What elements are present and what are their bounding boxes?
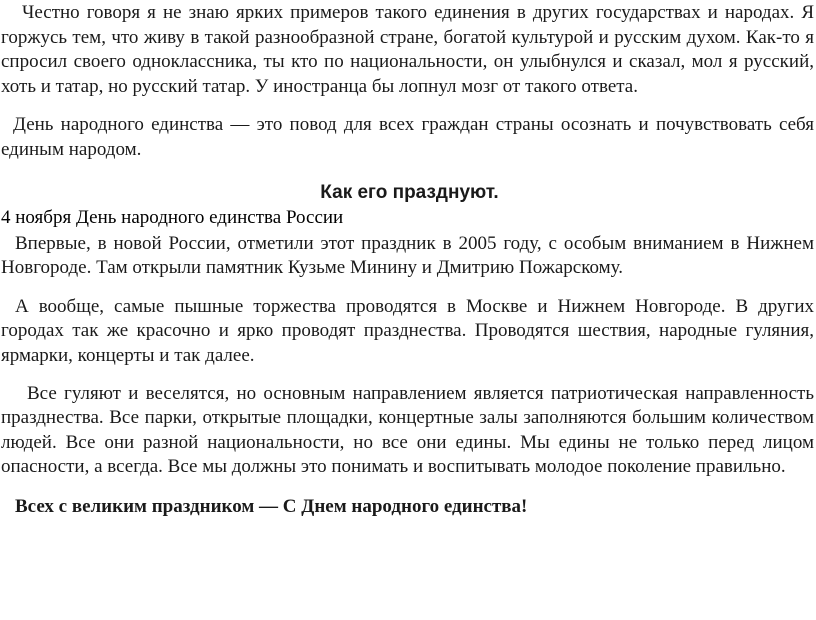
paragraph-patriotism: Все гуляют и веселятся, но основным направлением является патриотическая направленность празднества. Все парки, открытые площадки, концертные залы заполняются большим количеством людей. Все они разной национальности, но все они едины. Мы едины не только перед лицом опасности, а всегда. Все мы должны это понимать и воспитывать молодое поколение правильно. <box>1 382 814 478</box>
closing-greeting: Всех с великим праздником — С Днем народного единства! <box>15 495 528 517</box>
paragraph-first-celebration: Впервые, в новой России, отметили этот праздник в 2005 году, с особым вниманием в Нижнем Новгороде. Там открыли памятник Кузьме Минину и Дмитрию Пожарскому. <box>1 232 814 279</box>
section-heading: Как его празднуют. <box>320 181 499 203</box>
section-subheading: 4 ноября День народного единства России <box>1 206 344 228</box>
paragraph-unity-day: День народного единства — это повод для всех граждан страны осознать и почувствовать себя единым народом. <box>1 114 814 160</box>
paragraph-celebrations: А вообще, самые пышные торжества проводятся в Москве и Нижнем Новгороде. В других городах так же красочно и ярко проводят празднества. Проводятся шествия, народные гуляния, ярмарки, концерты и так далее. <box>1 295 814 366</box>
paragraph-intro: Честно говоря я не знаю ярких примеров такого единения в других государствах и народах. Я горжусь тем, что живу в такой разнообразной стране, богатой культурой и русским духом. Как-то я спросил своего одноклассника, ты кто по национальности, он улыбнулся и сказал, мол я русский, хоть и татар, но русский татар. У иностранца бы лопнул мозг от такого ответа. <box>1 2 814 97</box>
